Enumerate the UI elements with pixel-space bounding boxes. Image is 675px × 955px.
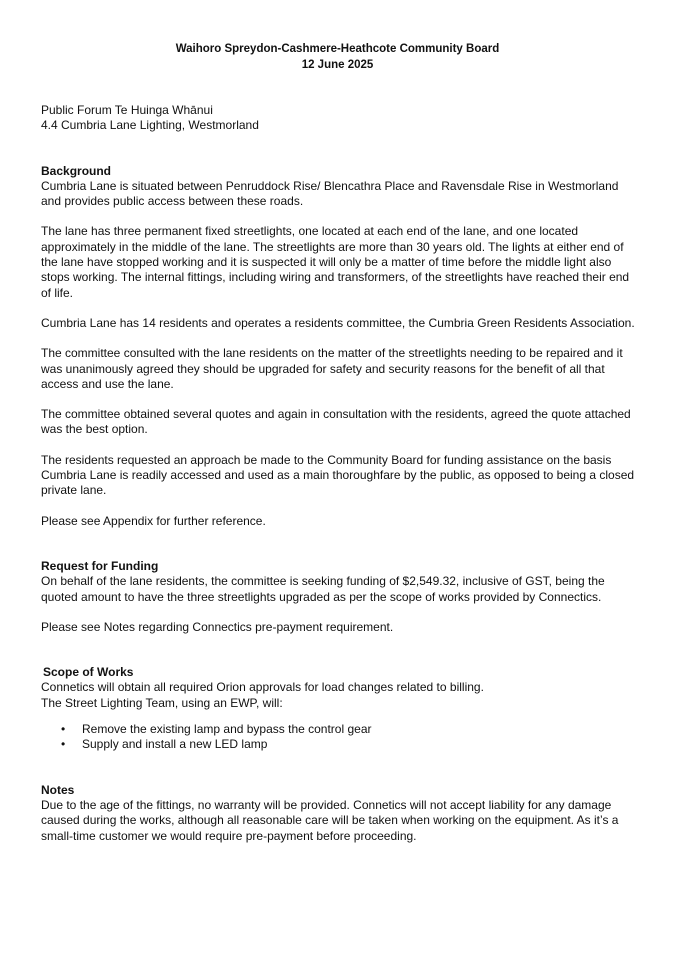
appendix-reference: Please see Appendix for further reference. <box>41 513 266 528</box>
list-item <box>61 737 641 752</box>
intro-section <box>41 103 641 134</box>
scope-heading: Scope of Works <box>43 665 134 680</box>
forum-title: Public Forum Te Huinga Whānui <box>41 103 213 117</box>
list-item <box>61 722 641 737</box>
scope-section <box>41 665 641 752</box>
notes-heading: Notes <box>41 782 75 797</box>
background-paragraph: The committee consulted with the lane residents on the matter of the streetlights needing to be repaired and it was unanimously agreed they should be upgraded for safety and security reasons for the benefit of all that access and use the lane. <box>41 346 623 391</box>
notes-section <box>41 783 641 844</box>
document-header <box>0 42 675 73</box>
background-paragraph: Cumbria Lane is situated between Penruddock Rise/ Blencathra Place and Ravensdale Rise in Westmorland and provides public access between these roads. <box>41 178 619 209</box>
background-paragraph: Cumbria Lane has 14 residents and operates a residents committee, the Cumbria Green Residents Association. <box>41 315 635 330</box>
list-item-text: Supply and install a new LED lamp <box>82 737 268 752</box>
funding-paragraph: On behalf of the lane residents, the committee is seeking funding of $2,549.32, inclusive of GST, being the quoted amount to have the three streetlights upgraded as per the scope of works provided by Connectics. <box>41 574 605 604</box>
background-paragraph: The lane has three permanent fixed streetlights, one located at each end of the lane, and one located approximately in the middle of the lane. The streetlights are more than 30 years old. The lights at either end of the lane have stopped working and it is suspected it will only be a matter of time before the middle light also stops working. The internal fittings, including wiring and transformers, of the streetlights have reached their end of life. <box>41 224 630 300</box>
funding-section <box>41 559 641 635</box>
meeting-date: 12 June 2025 <box>301 58 374 71</box>
scope-line: Connetics will obtain all required Orion approvals for load changes related to billing. <box>41 680 484 695</box>
scope-line: The Street Lighting Team, using an EWP, will: <box>41 695 283 710</box>
board-name: Waihoro Spreydon-Cashmere-Heathcote Community Board <box>175 43 500 55</box>
notes-reference: Please see Notes regarding Connectics pre-payment requirement. <box>41 619 394 634</box>
funding-heading: Request for Funding <box>41 558 159 573</box>
background-paragraph: The residents requested an approach be made to the Community Board for funding assistance on the basis Cumbria Lane is readily accessed and used as a main thoroughfare by the public, as opposed to being a closed private lane. <box>41 452 635 498</box>
notes-paragraph: Due to the age of the fittings, no warranty will be provided. Connetics will not accept liability for any damage caused during the works, although all reasonable care will be taken when working on the equipment. As it’s a small-time customer we would require pre-payment before proceeding. <box>41 797 619 843</box>
list-item-text: Remove the existing lamp and bypass the control gear <box>82 722 372 737</box>
background-section <box>41 164 641 529</box>
document-body <box>41 103 641 844</box>
background-heading: Background <box>41 163 112 178</box>
bullet-icon: • <box>61 722 66 737</box>
agenda-item-title: 4.4 Cumbria Lane Lighting, Westmorland <box>41 118 259 133</box>
bullet-icon: • <box>61 737 66 752</box>
scope-bullet-list <box>41 722 641 753</box>
background-paragraph: The committee obtained several quotes and again in consultation with the residents, agreed the quote attached was the best option. <box>41 407 631 437</box>
